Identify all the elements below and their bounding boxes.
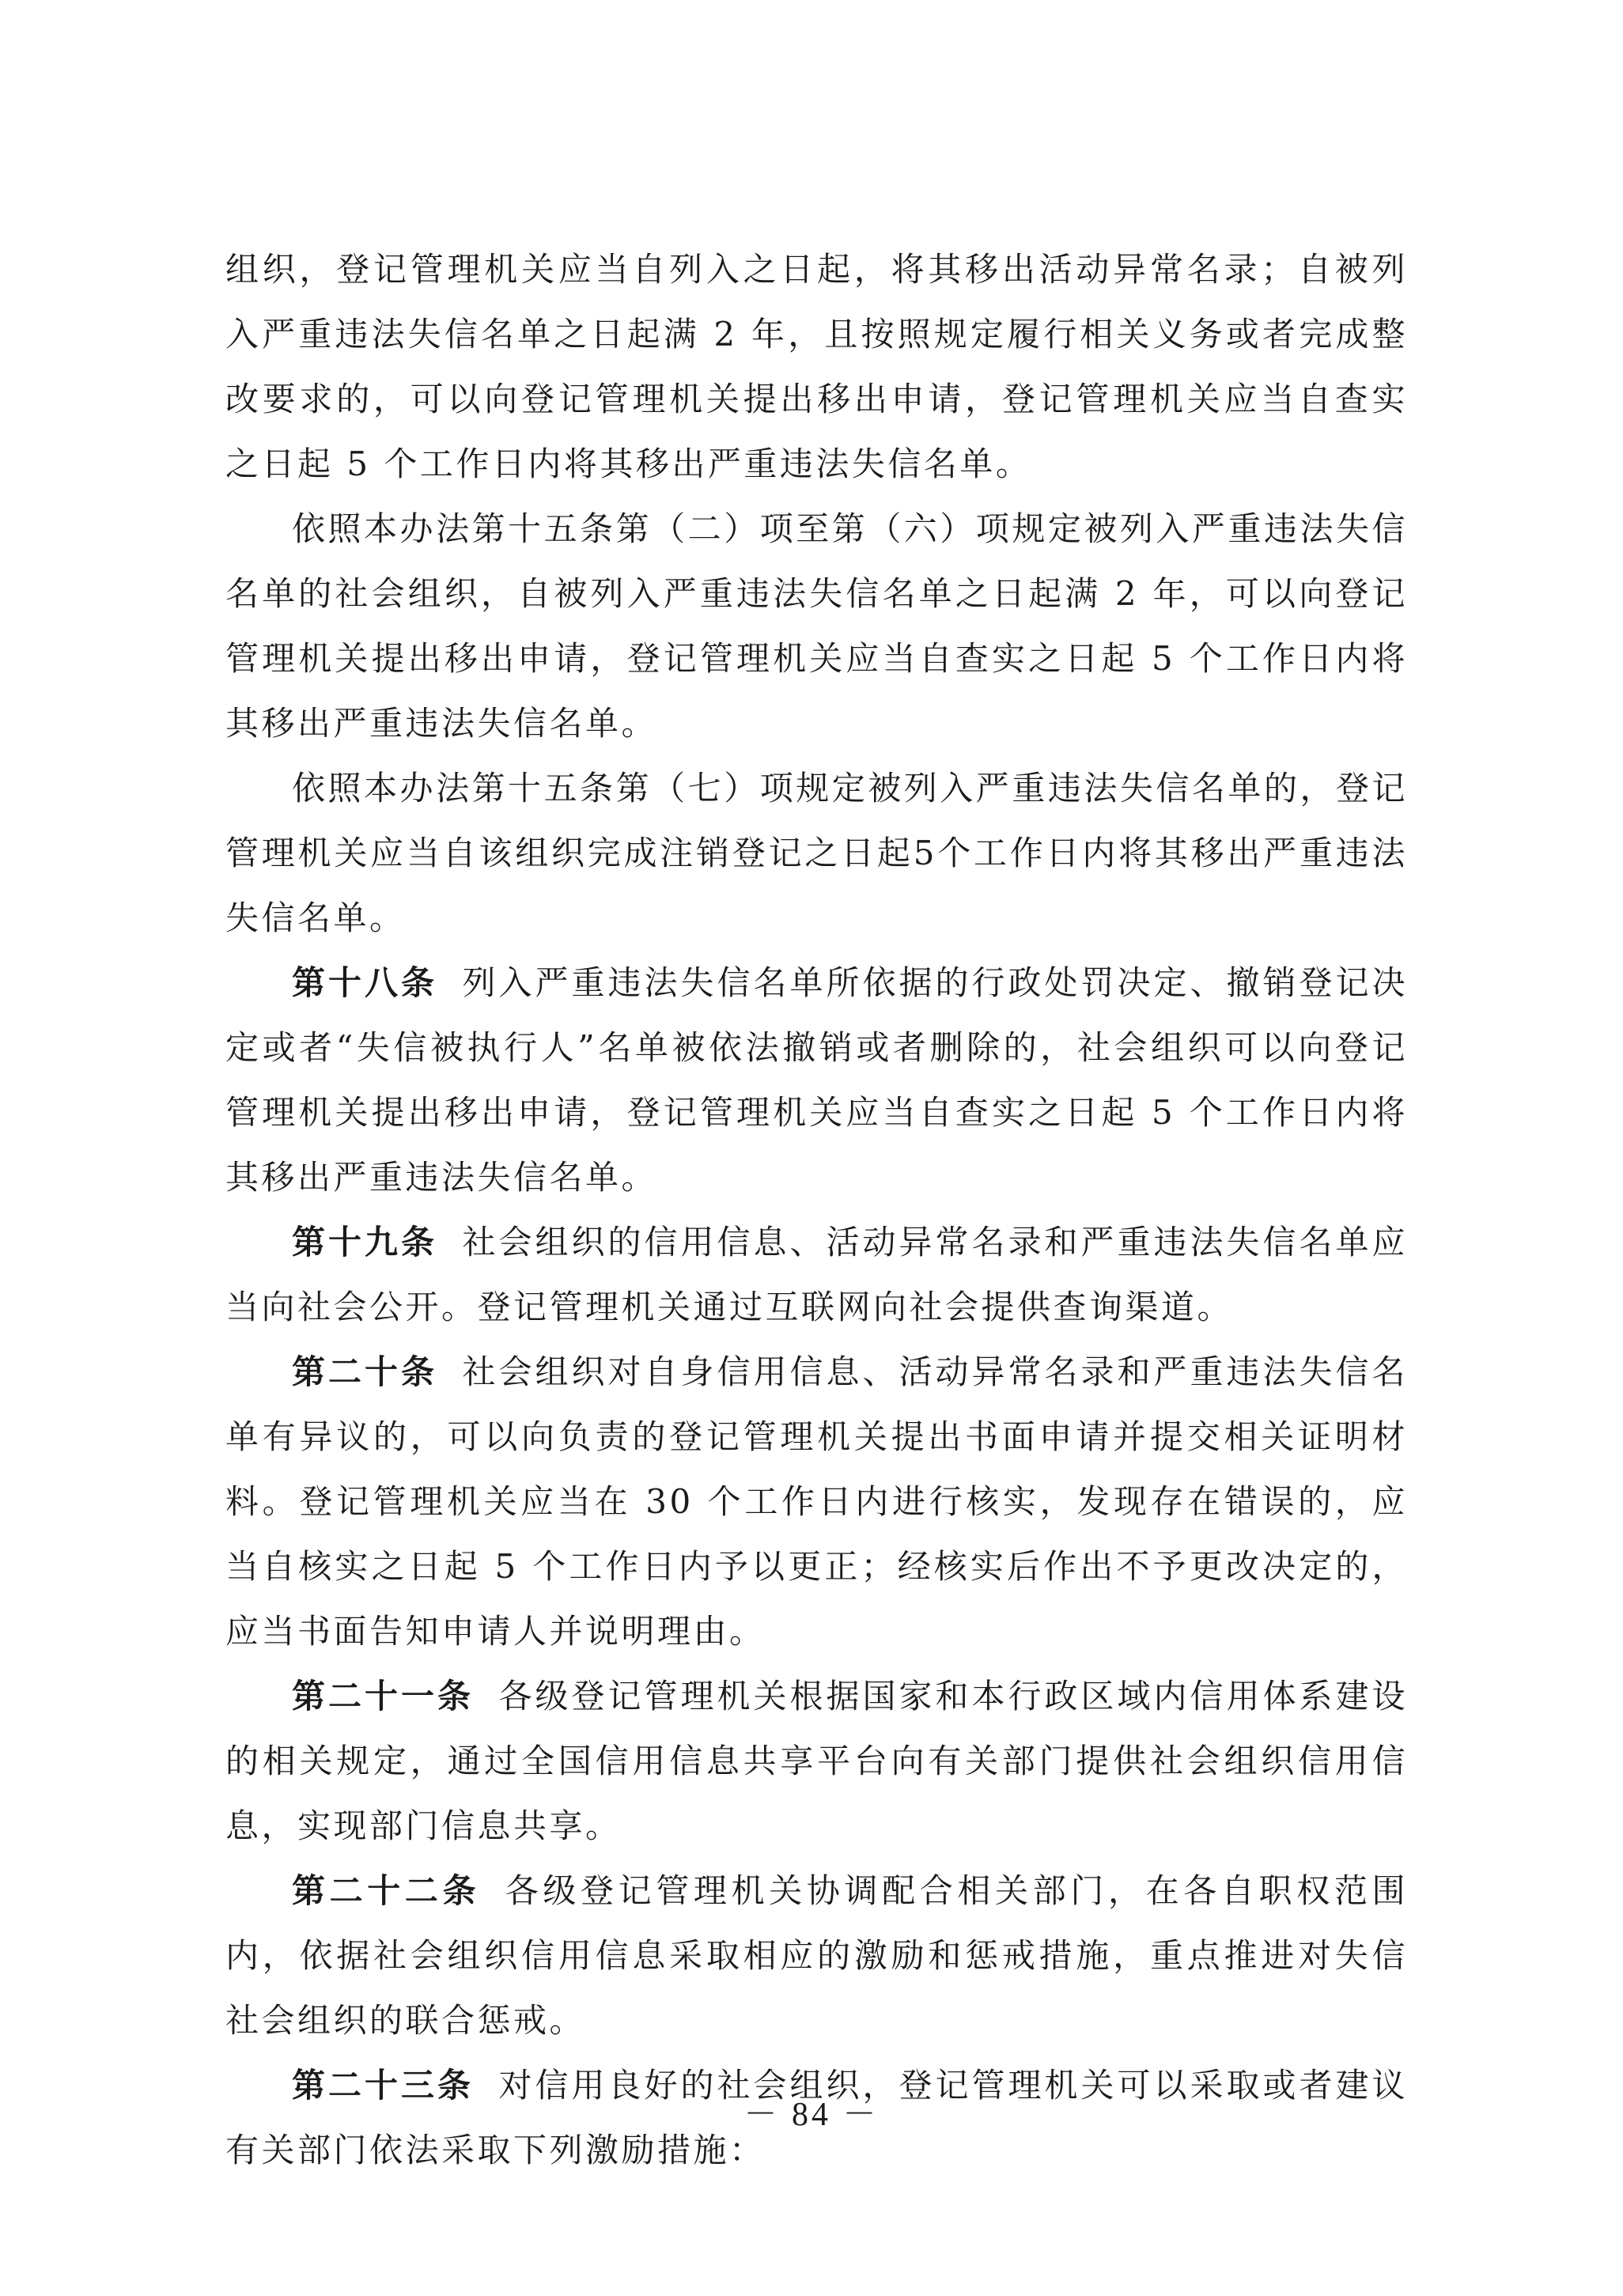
article-heading: 第二十二条 [292,1871,481,1910]
article-text: 各级登记管理机关根据国家和本行政区域内信用体系建设的相关规定，通过全国信用信息共享平台向有关部门提供社会组织信用信息，实现部门信息共享。 [225,1677,1408,1845]
article-heading: 第二十条 [292,1352,437,1391]
paragraph-removal-deregistration [225,756,1408,951]
paragraph-text: 依照本办法第十五条第（七）项规定被列入严重违法失信名单的，登记管理机关应当自该组织完成注销登记之日起5个工作日内将其移出严重违法失信名单。 [225,769,1408,937]
article-heading: 第十八条 [292,963,437,1002]
article-19 [225,1210,1408,1340]
article-20 [225,1340,1408,1664]
article-22 [225,1859,1408,2053]
article-text: 列入严重违法失信名单所依据的行政处罚决定、撤销登记决定或者“失信被执行人”名单被依法撤销或者删除的，社会组织可以向登记管理机关提出移出申请，登记管理机关应当自查实之日起 5 个工作日内将其移出严重违法失信名单。 [225,963,1408,1197]
article-text: 社会组织对自身信用信息、活动异常名录和严重违法失信名单有异议的，可以向负责的登记管理机关提出书面申请并提交相关证明材料。登记管理机关应当在 30 个工作日内进行核实，发现存在错误的，应当自核实之日起 5 个工作日内予以更正；经核实后作出不予更改决定的，应当书面告知申请人并说明理由。 [225,1352,1408,1651]
article-heading: 第十九条 [292,1223,437,1261]
article-21 [225,1664,1408,1859]
article-text: 社会组织的信用信息、活动异常名录和严重违法失信名单应当向社会公开。登记管理机关通过互联网向社会提供查询渠道。 [225,1223,1408,1326]
document-body [225,237,1408,2183]
paragraph-text: 依照本办法第十五条第（二）项至第（六）项规定被列入严重违法失信名单的社会组织，自被列入严重违法失信名单之日起满 2 年，可以向登记管理机关提出移出申请，登记管理机关应当自查实之日起 5 个工作日内将其移出严重违法失信名单。 [225,509,1408,743]
article-text: 对信用良好的社会组织，登记管理机关可以采取或者建议有关部门依法采取下列激励措施： [225,2066,1408,2169]
paragraph-text: 组织，登记管理机关应当自列入之日起，将其移出活动异常名录；自被列入严重违法失信名单之日起满 2 年，且按照规定履行相关义务或者完成整改要求的，可以向登记管理机关提出移出申请，登记管理机关应当自查实之日起 5 个工作日内将其移出严重违法失信名单。 [225,250,1408,483]
paragraph-removal-serious-list [225,497,1408,756]
article-18 [225,951,1408,1210]
article-text: 各级登记管理机关协调配合相关部门，在各自职权范围内，依据社会组织信用信息采取相应的激励和惩戒措施，重点推进对失信社会组织的联合惩戒。 [225,1871,1408,2040]
article-heading: 第二十三条 [292,2066,474,2105]
paragraph-continuation [225,237,1408,497]
page-number: － 84 － [743,2097,880,2133]
article-heading: 第二十一条 [292,1677,474,1715]
